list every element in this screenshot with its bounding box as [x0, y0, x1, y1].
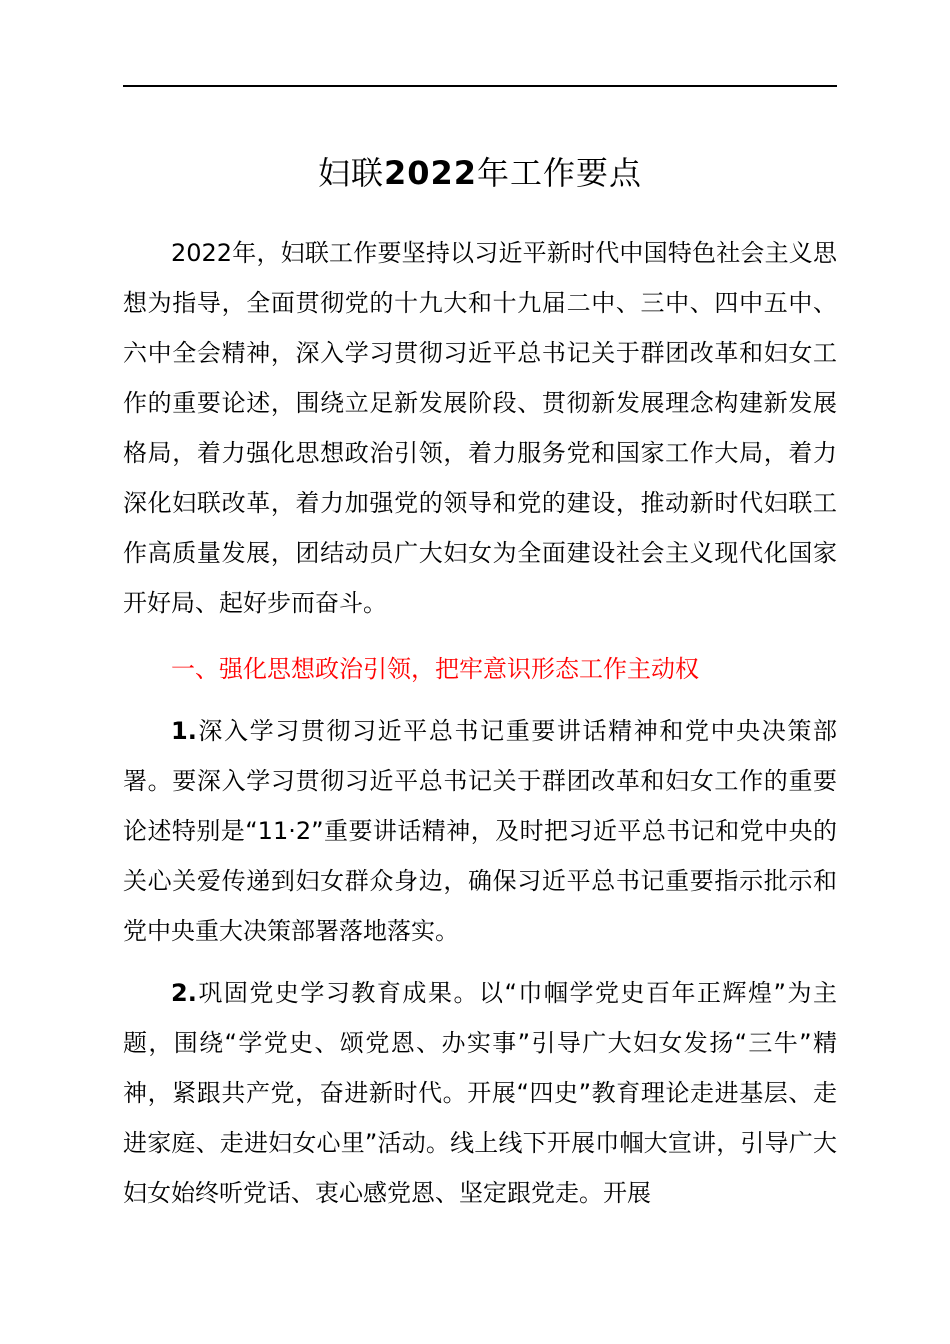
document-title [123, 150, 837, 196]
intro-paragraph: 2022年，妇联工作要坚持以习近平新时代中国特色社会主义思想为指导，全面贯彻党的十九大和十九届二中、三中、四中五中、六中全会精神，深入学习贯彻习近平总书记关于群团改革和妇女工作的重要论述，围绕立足新发展阶段、贯彻新发展理念构建新发展格局，着力强化思想政治引领，着力服务党和国家工作大局，着力深化妇联改革，着力加强党的领导和党的建设，推动新时代妇联工作高质量发展，团结动员广大妇女为全面建设社会主义现代化国家开好局、起好步而奋斗。 [123, 239, 837, 617]
item-number-1: 1. [171, 717, 197, 745]
item-paragraph-2 [123, 968, 837, 1218]
item-number-2: 2. [171, 979, 197, 1007]
header-rule [123, 85, 837, 87]
section-heading-1: 一、强化思想政治引领，把牢意识形态工作主动权 [171, 655, 699, 683]
item-text-2: 巩固党史学习教育成果。以“巾帼学党史百年正辉煌”为主题，围绕“学党史、颂党恩、办实事”引导广大妇女发扬“三牛”精神，紧跟共产党，奋进新时代。开展“四史”教育理论走进基层、走进家庭、走进妇女心里”活动。线上线下开展巾帼大宣讲，引导广大妇女始终听党话、衷心感党恩、坚定跟党走。开展 [123, 979, 837, 1207]
title-suffix: 年工作要点 [477, 154, 643, 192]
document-body [123, 228, 837, 1218]
title-year: 2022 [383, 154, 478, 192]
item-text-1: 深入学习贯彻习近平总书记重要讲话精神和党中央决策部署。要深入学习贯彻习近平总书记关于群团改革和妇女工作的重要论述特别是“11·2”重要讲话精神，及时把习近平总书记和党中央的关心关爱传递到妇女群众身边，确保习近平总书记重要指示批示和党中央重大决策部署落地落实。 [123, 717, 837, 945]
title-prefix: 妇联 [317, 154, 384, 192]
item-paragraph-1 [123, 706, 837, 956]
